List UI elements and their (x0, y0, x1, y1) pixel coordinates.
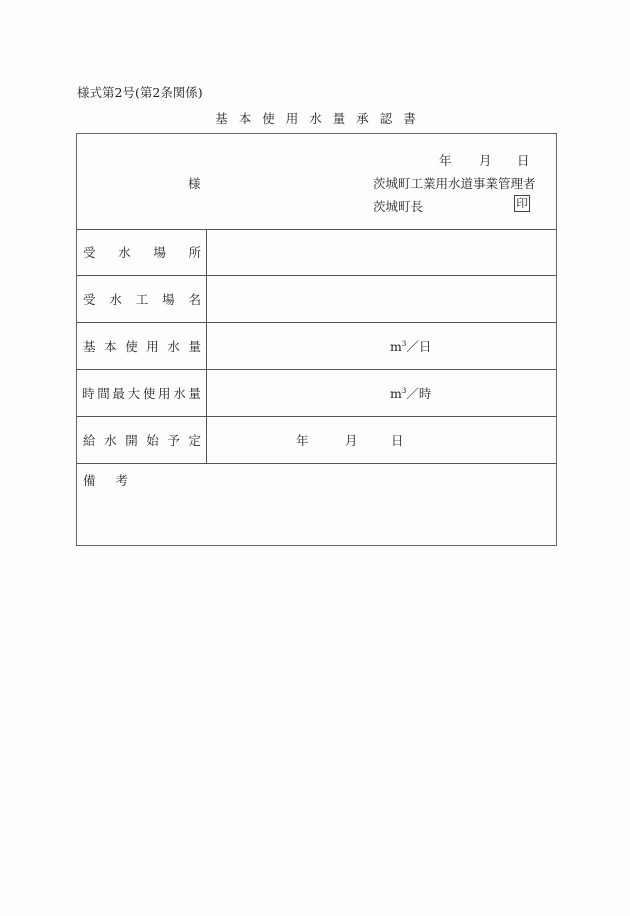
label-char: 用 (146, 339, 159, 354)
label-char: 場 (153, 245, 166, 260)
label-char: 水 (173, 386, 186, 401)
label-char: 本 (104, 339, 117, 354)
label-char: 定 (188, 433, 201, 448)
label-char: 水 (167, 339, 180, 354)
start-month-label: 月 (345, 433, 358, 448)
label-char: 量 (188, 386, 201, 401)
supply-start-date-field[interactable] (207, 417, 556, 463)
remarks-label (83, 471, 128, 489)
row-water-receiving-factory-name (77, 276, 556, 323)
form-number: 様式第2号(第2条関係) (77, 85, 203, 100)
title-char: 量 (332, 111, 357, 126)
issue-day-label: 日 (517, 153, 530, 168)
label-char: 水 (109, 292, 122, 307)
title-char: 承 (356, 111, 380, 126)
unit-suffix: ／日 (406, 339, 432, 354)
label-char: 基 (83, 339, 96, 354)
label-char: 受 (83, 245, 96, 260)
start-day-label: 日 (391, 433, 404, 448)
title-char: 認 (379, 111, 404, 126)
row-label (77, 417, 207, 463)
label-char: 最 (112, 386, 125, 401)
issue-date (439, 151, 529, 169)
label-char: 使 (125, 339, 138, 354)
label-char: 始 (146, 433, 159, 448)
water-receiving-location-field[interactable] (207, 229, 556, 275)
label-char: 使 (142, 386, 156, 401)
row-basic-water-usage (77, 323, 556, 370)
basic-water-usage-field[interactable] (207, 323, 556, 369)
label-char: 受 (83, 292, 96, 307)
max-hourly-water-usage-field[interactable] (207, 370, 556, 416)
start-date (296, 431, 404, 449)
row-supply-start-date (77, 417, 556, 464)
unit-suffix: ／時 (406, 386, 432, 401)
addressee-suffix: 様 (188, 176, 201, 191)
header-block (77, 134, 556, 230)
row-label (77, 229, 207, 275)
label-char: 工 (135, 292, 149, 307)
unit-exponent: 3 (401, 386, 407, 395)
title-char: 水 (309, 111, 333, 126)
label-char: 開 (125, 433, 138, 448)
document-title (0, 109, 630, 127)
label-char: 時 (82, 386, 95, 401)
seal-mark: 印 (514, 195, 530, 212)
issue-month-label: 月 (479, 153, 492, 168)
start-year-label: 年 (296, 433, 309, 448)
issuer-title: 茨城町工業用水道事業管理者 (373, 176, 536, 191)
issue-year-label: 年 (439, 153, 452, 168)
row-water-receiving-location (77, 229, 556, 276)
title-char: 使 (262, 111, 286, 126)
remarks-section[interactable] (77, 466, 556, 546)
unit-per-day (390, 337, 431, 355)
title-char: 基 (215, 111, 239, 126)
label-char: 場 (162, 292, 175, 307)
label-char: 間 (97, 386, 110, 401)
label-char: 用 (158, 386, 171, 401)
issuer-name: 茨城町長 (373, 199, 424, 214)
label-char: 水 (104, 433, 117, 448)
row-max-hourly-water-usage (77, 370, 556, 417)
unit-per-hour (390, 384, 431, 402)
factory-name-field[interactable] (207, 276, 556, 322)
approval-form-table (76, 133, 557, 546)
label-char: 考 (115, 473, 128, 488)
title-char: 書 (403, 111, 427, 126)
title-char: 本 (238, 111, 263, 126)
label-char: 給 (83, 433, 96, 448)
label-char: 水 (118, 245, 131, 260)
row-label (77, 370, 207, 416)
label-char: 備 (83, 473, 96, 488)
unit-base: m (390, 339, 402, 354)
label-char: 量 (188, 339, 201, 354)
label-char: 名 (188, 292, 201, 307)
title-char: 用 (285, 111, 310, 126)
unit-base: m (390, 386, 402, 401)
row-label (77, 323, 207, 369)
label-char: 大 (127, 386, 141, 401)
row-label (77, 276, 207, 322)
label-char: 予 (167, 433, 180, 448)
label-char: 所 (188, 245, 201, 260)
unit-exponent: 3 (401, 339, 407, 348)
